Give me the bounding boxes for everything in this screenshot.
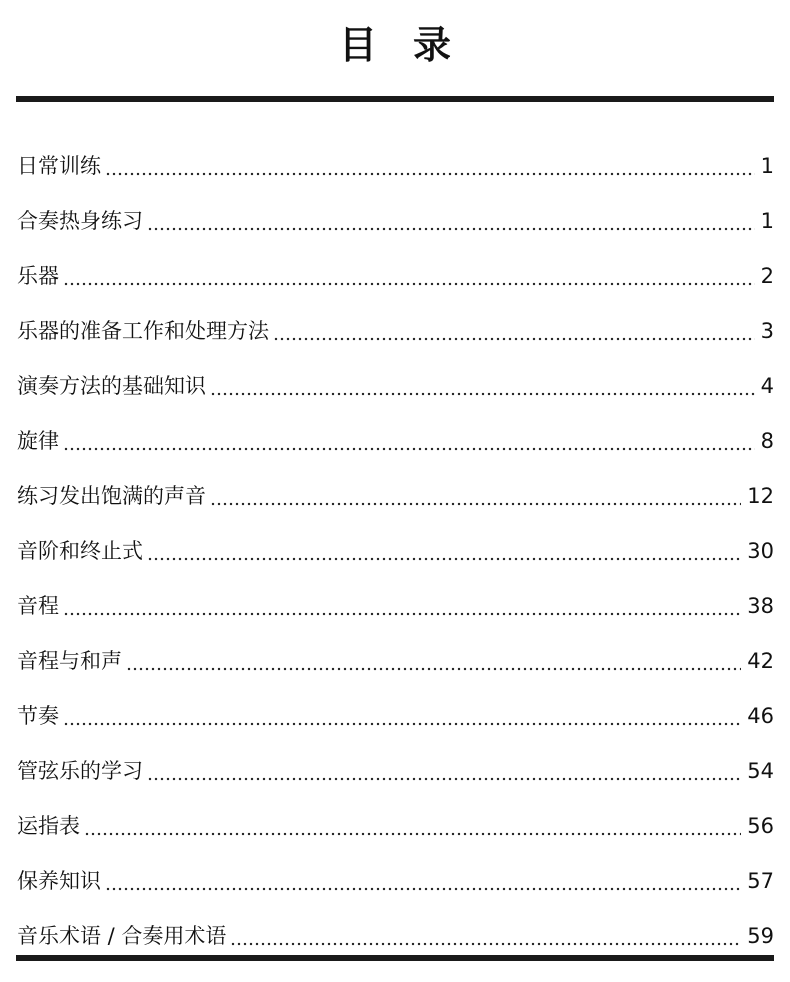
toc-entry-label: 管弦乐的学习 <box>17 759 143 783</box>
toc-entry-page: 12 <box>747 484 774 508</box>
toc-entry-intervals[interactable] <box>17 566 774 621</box>
toc-entry-rhythm[interactable] <box>17 676 774 731</box>
page-title <box>0 14 790 69</box>
toc-entry-orchestra-study[interactable] <box>17 731 774 786</box>
toc-entry-daily-training[interactable] <box>17 126 774 181</box>
toc-entry-label: 音程 <box>17 594 59 618</box>
toc-entry-page: 8 <box>760 429 774 453</box>
toc-entry-page: 1 <box>760 154 774 178</box>
toc-entry-page: 46 <box>747 704 774 728</box>
dot-leader <box>273 321 755 342</box>
toc-entry-page: 38 <box>747 594 774 618</box>
toc-entry-label: 乐器 <box>17 264 59 288</box>
dot-leader <box>147 211 755 232</box>
dot-leader <box>105 156 755 177</box>
toc-entry-page: 54 <box>747 759 774 783</box>
toc-entry-page: 57 <box>747 869 774 893</box>
toc-entry-instrument-preparation[interactable] <box>17 291 774 346</box>
toc-list <box>17 126 774 951</box>
toc-entry-label: 演奏方法的基础知识 <box>17 374 206 398</box>
bottom-divider <box>16 955 774 961</box>
toc-entry-label: 运指表 <box>17 814 80 838</box>
toc-entry-label: 日常训练 <box>17 154 101 178</box>
dot-leader <box>63 706 741 727</box>
toc-entry-label: 合奏热身练习 <box>17 209 143 233</box>
dot-leader <box>147 761 741 782</box>
toc-entry-page: 42 <box>747 649 774 673</box>
dot-leader <box>63 596 741 617</box>
toc-entry-label: 音乐术语 / 合奏用术语 <box>17 924 227 948</box>
toc-entry-maintenance[interactable] <box>17 841 774 896</box>
toc-entry-label: 节奏 <box>17 704 59 728</box>
toc-entry-melody[interactable] <box>17 401 774 456</box>
dot-leader <box>210 486 741 507</box>
title-char-1: 目 <box>338 23 377 67</box>
dot-leader <box>126 651 741 672</box>
toc-entry-page: 56 <box>747 814 774 838</box>
toc-entry-page: 1 <box>760 209 774 233</box>
toc-entry-page: 2 <box>760 264 774 288</box>
title-char-2: 录 <box>413 23 452 67</box>
toc-entry-scales-cadences[interactable] <box>17 511 774 566</box>
toc-entry-label: 保养知识 <box>17 869 101 893</box>
toc-entry-page: 3 <box>760 319 774 343</box>
toc-entry-label: 旋律 <box>17 429 59 453</box>
toc-entry-label: 乐器的准备工作和处理方法 <box>17 319 269 343</box>
toc-entry-ensemble-warmup[interactable] <box>17 181 774 236</box>
toc-entry-page: 30 <box>747 539 774 563</box>
dot-leader <box>230 926 741 947</box>
toc-entry-intervals-harmony[interactable] <box>17 621 774 676</box>
toc-entry-page: 4 <box>760 374 774 398</box>
dot-leader <box>147 541 741 562</box>
toc-entry-playing-basics[interactable] <box>17 346 774 401</box>
dot-leader <box>63 431 755 452</box>
dot-leader <box>210 376 755 397</box>
dot-leader <box>105 871 741 892</box>
dot-leader <box>63 266 755 287</box>
toc-entry-instrument[interactable] <box>17 236 774 291</box>
toc-entry-full-tone[interactable] <box>17 456 774 511</box>
toc-entry-label: 练习发出饱满的声音 <box>17 484 206 508</box>
toc-entry-page: 59 <box>747 924 774 948</box>
toc-entry-label: 音阶和终止式 <box>17 539 143 563</box>
toc-entry-label: 音程与和声 <box>17 649 122 673</box>
toc-entry-music-terms[interactable] <box>17 896 774 951</box>
top-divider <box>16 96 774 102</box>
toc-entry-fingering-chart[interactable] <box>17 786 774 841</box>
dot-leader <box>84 816 741 837</box>
